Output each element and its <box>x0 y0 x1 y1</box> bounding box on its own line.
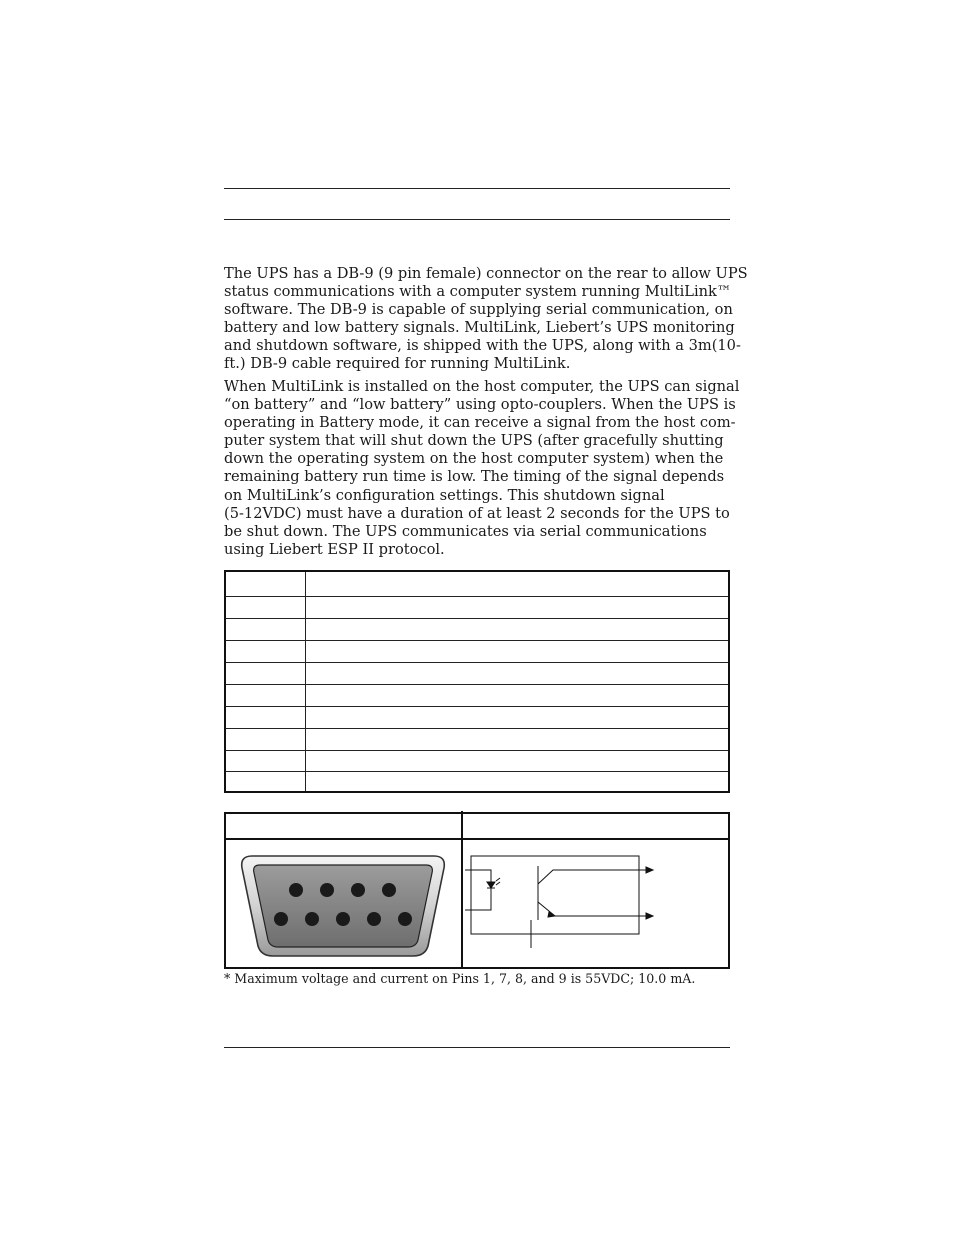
output-arrow-top <box>646 867 653 873</box>
light-arrows <box>496 878 500 885</box>
pin-hole <box>336 912 350 926</box>
footnote: * Maximum voltage and current on Pins 1, 7, 8, and 9 is 55VDC; 10.0 mA. <box>224 971 696 986</box>
pin-hole <box>398 912 412 926</box>
connector-figure-table <box>224 812 730 969</box>
table-row <box>226 640 728 663</box>
table-row <box>226 750 728 772</box>
pin-hole <box>305 912 319 926</box>
pin-hole <box>382 883 396 897</box>
table-row <box>226 662 728 685</box>
pin-hole <box>351 883 365 897</box>
details-paragraph: When MultiLink is installed on the host computer, the UPS can signal “on battery” and “low battery” using opto-couplers. When the UPS is operating in Battery mode, it can receive a signal from the host com- puter system that will shut down the UPS (after gracefully shutting down the operating system on the host computer system) when the remaining battery run time is low. The timing of the signal depends on MultiLink’s configuration settings. This shutdown signal (5-12VDC) must have a duration of at least 2 seconds for the UPS to be shut down. The UPS communicates via serial communications using Liebert ESP II protocol. <box>224 378 740 558</box>
pin-hole <box>367 912 381 926</box>
led-diode-symbol <box>487 882 495 888</box>
table-row <box>226 618 728 641</box>
figure-header-row <box>226 814 728 840</box>
opto-coupler-schematic <box>465 850 695 960</box>
header-rule-top <box>224 188 730 189</box>
collector-lead <box>538 870 651 884</box>
pin-assignment-table <box>224 570 730 793</box>
output-arrow-bottom <box>646 913 653 919</box>
opto-package-outline <box>471 856 639 934</box>
table-row <box>226 706 728 729</box>
pin-hole <box>289 883 303 897</box>
header-rule-bottom <box>224 219 730 220</box>
intro-paragraph: The UPS has a DB-9 (9 pin female) connector on the rear to allow UPS status communications with a computer system running MultiLink™ software. The DB-9 is capable of supplying serial communication, on battery and low battery signals. MultiLink, Liebert’s UPS monitoring and shutdown software, is shipped with the UPS, along with a 3m(10- ft.) DB-9 cable required for running MultiLink. <box>224 265 748 373</box>
pin-hole <box>320 883 334 897</box>
connector-face <box>254 865 433 947</box>
table-column-divider <box>305 572 306 791</box>
db9-connector-illustration <box>232 852 454 960</box>
pin-hole <box>274 912 288 926</box>
table-row <box>226 596 728 619</box>
table-row <box>226 572 728 597</box>
led-circuit <box>465 870 491 910</box>
table-row <box>226 771 728 791</box>
footer-rule <box>224 1047 730 1048</box>
figure-column-divider <box>461 811 463 967</box>
emitter-lead <box>538 902 651 916</box>
table-row <box>226 728 728 751</box>
table-row <box>226 684 728 707</box>
